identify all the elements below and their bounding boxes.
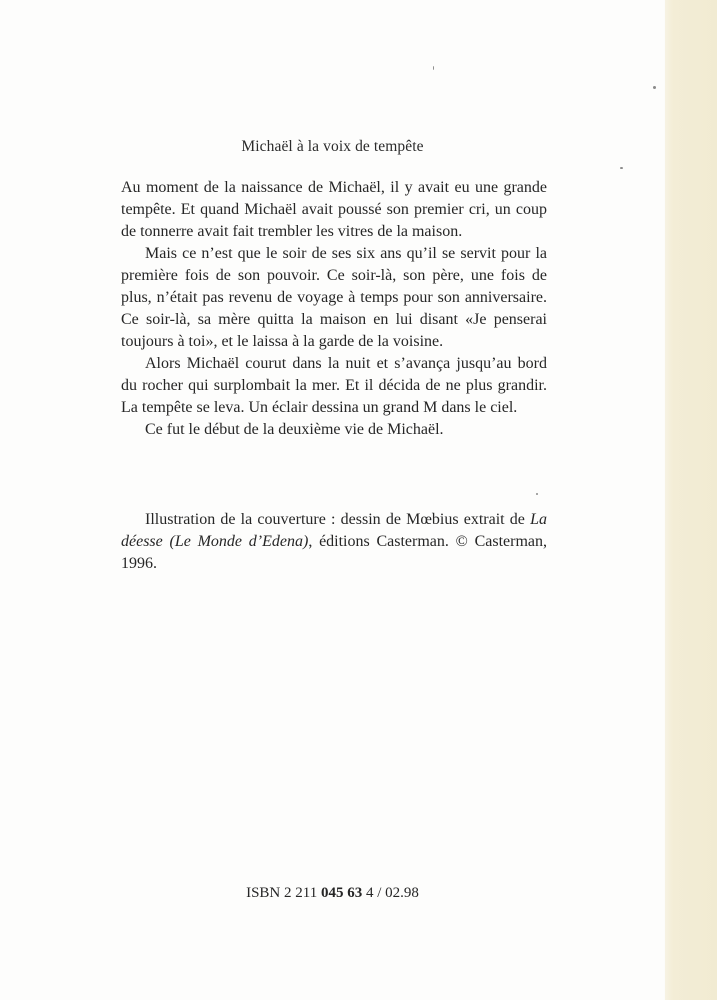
credit-prefix: Illustration de la couverture : dessin de Mœbius extrait de — [145, 511, 531, 528]
paper-speck — [620, 167, 623, 169]
isbn-bold-part: 045 63 — [320, 885, 363, 901]
paper-speck — [536, 493, 538, 495]
next-page-edge — [665, 0, 717, 1000]
paper-speck — [433, 66, 434, 70]
story-title: Michaël à la voix de tempête — [241, 138, 424, 155]
credit-work-title: La déesse (Le Monde d’Edena) — [121, 511, 547, 550]
isbn-suffix: 4 / 02.98 — [362, 885, 419, 901]
isbn-line — [0, 885, 665, 902]
paragraph-1: Au moment de la naissance de Michaël, il y avait eu une grande tempête. Et quand Michaël avait poussé son premier cri, un coup de tonnerre avait fait trembler les vitres de la maison. — [121, 179, 547, 240]
paragraph-3: Alors Michaël courut dans la nuit et s’avança jusqu’au bord du rocher qui surplombait la mer. Et il décida de ne plus grandir. La tempête se leva. Un éclair dessina un grand M dans le ciel. — [121, 355, 547, 416]
paragraph-4: Ce fut le début de la deuxième vie de Michaël. — [145, 421, 444, 438]
paper-speck — [653, 86, 656, 89]
isbn-prefix: ISBN 2 211 — [246, 885, 321, 901]
story-text — [121, 177, 547, 441]
paragraph-2: Mais ce n’est que le soir de ses six ans qu’il se servit pour la première fois de son pouvoir. Ce soir-là, son père, une fois de plus, n’était pas revenu de voyage à temps pour son anniversaire. Ce soir-là, sa mère quitta la maison en lui disant «Je penserai toujours à toi», et le laissa à la garde de la voisine. — [121, 245, 547, 350]
cover-illustration-credit — [121, 509, 547, 575]
credit-suffix: , éditions Casterman. © Casterman, 1996. — [121, 533, 547, 572]
